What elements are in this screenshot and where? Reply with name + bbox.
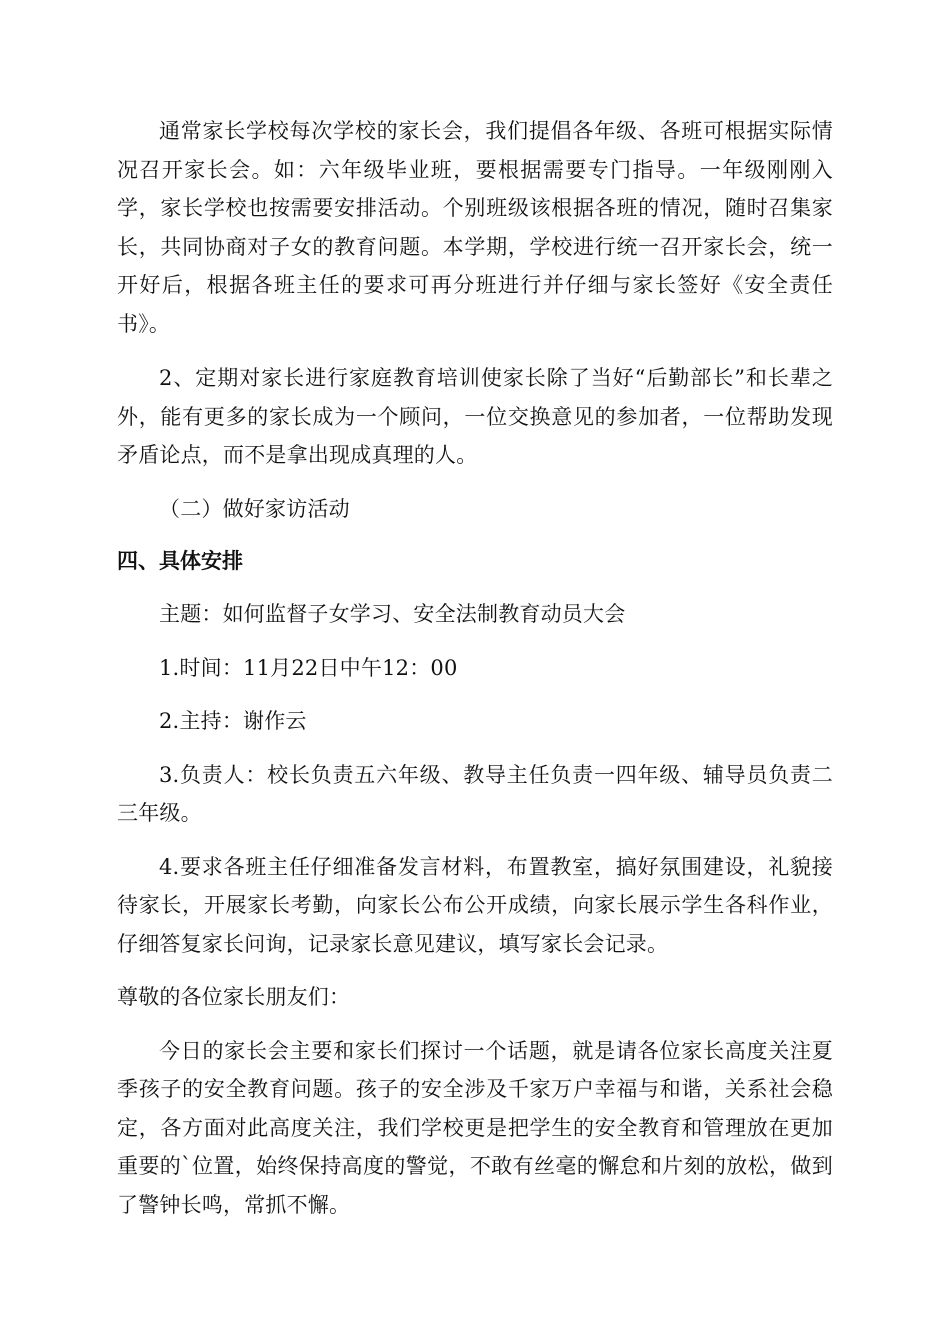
item-responsible: 3.负责人：校长负责五六年级、教导主任负责一四年级、辅导员负责二三年级。 bbox=[117, 762, 833, 825]
paragraph-home-visits: （二）做好家访活动 bbox=[159, 496, 350, 521]
paragraph-family-education-training: 2、定期对家长进行家庭教育培训使家长除了当好“后勤部长”和长辈之外，能有更多的家长成为一个顾问，一位交换意见的参加者，一位帮助发现矛盾论点，而不是拿出现成真理的人。 bbox=[117, 366, 833, 467]
paragraph-safety-education: 今日的家长会主要和家长们探讨一个话题，就是请各位家长高度关注夏季孩子的安全教育问题。孩子的安全涉及千家万户幸福与和谐，关系社会稳定，各方面对此高度关注，我们学校更是把学生的安全教育和管理放在更加重要的`位置，始终保持高度的警觉，不敢有丝毫的懈怠和片刻的放松，做到了警钟长鸣，常抓不懈。 bbox=[117, 1038, 833, 1217]
greeting-line: 尊敬的各位家长朋友们： bbox=[117, 985, 351, 1009]
item-host: 2.主持：谢作云 bbox=[159, 709, 307, 733]
paragraph-parent-meetings: 通常家长学校每次学校的家长会，我们提倡各年级、各班可根据实际情况召开家长会。如：六年级毕业班，要根据需要专门指导。一年级刚刚入学，家长学校也按需要安排活动。个别班级该根据各班的情况，随时召集家长，共同协商对子女的教育问题。本学期，学校进行统一召开家长会，统一开好后，根据各班主任的要求可再分班进行并仔细与家长签好《安全责任书》。 bbox=[117, 119, 833, 336]
item-time: 1.时间：11月22日中午12：00 bbox=[159, 655, 458, 680]
item-requirements: 4.要求各班主任仔细准备发言材料，布置教室，搞好氛围建设，礼貌接待家长，开展家长考勤，向家长公布公开成绩，向家长展示学生各科作业，仔细答复家长问询，记录家长意见建议，填写家长会记录。 bbox=[117, 854, 833, 956]
section-heading-specific-arrangements: 四、具体安排 bbox=[117, 549, 243, 573]
document-page bbox=[117, 112, 833, 1224]
meeting-theme: 主题：如何监督子女学习、安全法制教育动员大会 bbox=[159, 602, 626, 626]
